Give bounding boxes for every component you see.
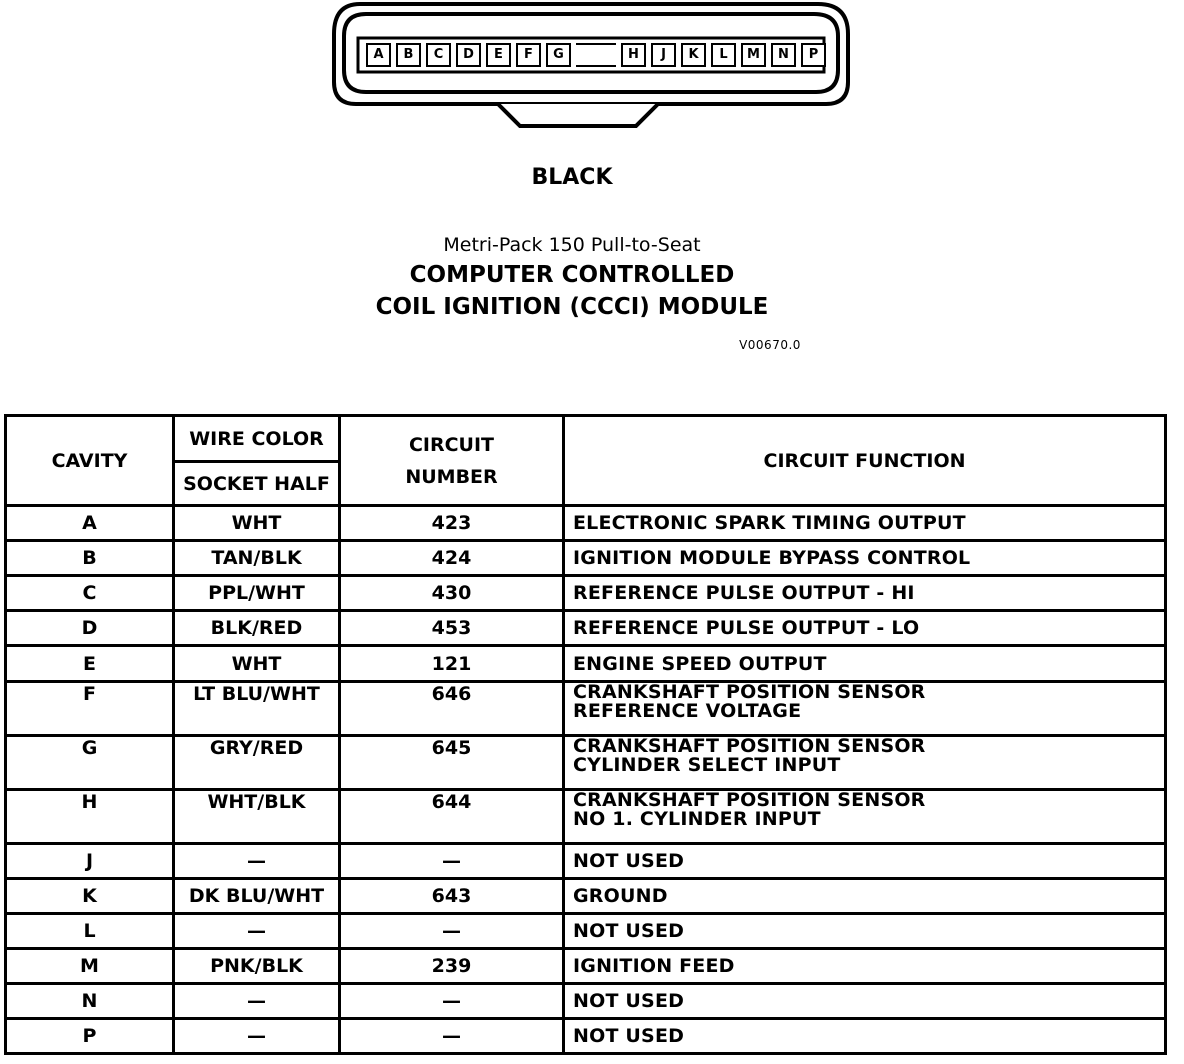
connector-pin-l: L — [711, 43, 736, 67]
table-row — [6, 1019, 1166, 1054]
table-row — [6, 736, 1166, 790]
connector-diagram — [330, 0, 854, 132]
circuit-number-cell: 121 — [340, 646, 564, 682]
circuit-number-cell: 239 — [340, 949, 564, 984]
header-number: NUMBER — [405, 465, 498, 488]
circuit-function-line: IGNITION MODULE BYPASS CONTROL — [573, 547, 971, 569]
circuit-number-cell: 430 — [340, 576, 564, 611]
circuit-function-cell — [564, 984, 1166, 1019]
circuit-function-line: CRANKSHAFT POSITION SENSOR — [573, 681, 926, 703]
circuit-function-line: GROUND — [573, 885, 668, 907]
cavity-cell: B — [6, 541, 174, 576]
connector-pin-e: E — [486, 43, 511, 67]
connector-pin-p: P — [801, 43, 826, 67]
pinout-table — [4, 414, 1167, 1055]
table-row — [6, 790, 1166, 844]
connector-pin-blank — [576, 43, 616, 67]
cavity-cell: N — [6, 984, 174, 1019]
table-row — [6, 576, 1166, 611]
connector-pin-f: F — [516, 43, 541, 67]
connector-pin-c: C — [426, 43, 451, 67]
pinout-table-body — [6, 506, 1166, 1054]
table-row — [6, 949, 1166, 984]
header-wire-color: WIRE COLOR — [174, 416, 340, 462]
table-row — [6, 646, 1166, 682]
circuit-number-cell: 423 — [340, 506, 564, 541]
circuit-function-cell — [564, 790, 1166, 844]
circuit-function-cell — [564, 682, 1166, 736]
circuit-function-line: CYLINDER SELECT INPUT — [573, 754, 841, 776]
wire-color-cell: WHT — [174, 506, 340, 541]
circuit-function-cell — [564, 879, 1166, 914]
circuit-function-line: REFERENCE VOLTAGE — [573, 700, 802, 722]
connector-color-label: BLACK — [531, 165, 613, 190]
circuit-function-line: NOT USED — [573, 990, 685, 1012]
wire-color-cell: TAN/BLK — [174, 541, 340, 576]
circuit-function-line: ELECTRONIC SPARK TIMING OUTPUT — [573, 512, 966, 534]
circuit-function-cell — [564, 914, 1166, 949]
connector-pin-m: M — [741, 43, 766, 67]
reference-code: V00670.0 — [739, 338, 801, 352]
circuit-function-line: REFERENCE PULSE OUTPUT - HI — [573, 582, 915, 604]
connector-type-label: Metri-Pack 150 Pull-to-Seat — [443, 234, 701, 256]
circuit-function-cell — [564, 611, 1166, 646]
circuit-function-line: CRANKSHAFT POSITION SENSOR — [573, 789, 926, 811]
circuit-number-cell: 453 — [340, 611, 564, 646]
circuit-function-cell — [564, 1019, 1166, 1054]
circuit-function-line: NOT USED — [573, 920, 685, 942]
wire-color-cell: DK BLU/WHT — [174, 879, 340, 914]
connector-pin-d: D — [456, 43, 481, 67]
cavity-cell: D — [6, 611, 174, 646]
header-circuit-number — [340, 416, 564, 506]
wire-color-cell: PNK/BLK — [174, 949, 340, 984]
cavity-cell: J — [6, 844, 174, 879]
circuit-function-line: NOT USED — [573, 850, 685, 872]
table-row — [6, 914, 1166, 949]
circuit-number-cell: — — [340, 914, 564, 949]
table-row — [6, 506, 1166, 541]
connector-pin-a: A — [366, 43, 391, 67]
cavity-cell: A — [6, 506, 174, 541]
circuit-function-cell — [564, 506, 1166, 541]
cavity-cell: L — [6, 914, 174, 949]
header-circuit: CIRCUIT — [408, 433, 495, 456]
circuit-function-line: ENGINE SPEED OUTPUT — [573, 652, 827, 675]
wire-color-cell: WHT — [174, 646, 340, 682]
module-title-line1: COMPUTER CONTROLLED — [409, 262, 735, 288]
table-row — [6, 879, 1166, 914]
circuit-function-cell — [564, 576, 1166, 611]
circuit-function-line: CRANKSHAFT POSITION SENSOR — [573, 735, 926, 757]
wire-color-cell: PPL/WHT — [174, 576, 340, 611]
cavity-cell: C — [6, 576, 174, 611]
connector-pin-n: N — [771, 43, 796, 67]
cavity-cell: P — [6, 1019, 174, 1054]
table-row — [6, 611, 1166, 646]
wire-color-cell: — — [174, 844, 340, 879]
circuit-function-cell — [564, 541, 1166, 576]
connector-pin-k: K — [681, 43, 706, 67]
cavity-cell: K — [6, 879, 174, 914]
circuit-function-line: NOT USED — [573, 1025, 685, 1047]
circuit-number-cell: 645 — [340, 736, 564, 790]
connector-pin-j: J — [651, 43, 676, 67]
circuit-function-line: NO 1. CYLINDER INPUT — [573, 808, 821, 830]
circuit-number-cell: 646 — [340, 682, 564, 736]
cavity-cell: E — [6, 646, 174, 682]
circuit-number-cell: — — [340, 1019, 564, 1054]
header-cavity: CAVITY — [6, 416, 174, 506]
circuit-function-cell — [564, 844, 1166, 879]
table-row — [6, 541, 1166, 576]
cavity-cell: F — [6, 682, 174, 736]
circuit-number-cell: — — [340, 844, 564, 879]
connector-pin-b: B — [396, 43, 421, 67]
circuit-function-cell — [564, 736, 1166, 790]
cavity-cell: G — [6, 736, 174, 790]
connector-pin-g: G — [546, 43, 571, 67]
wire-color-cell: GRY/RED — [174, 736, 340, 790]
wire-color-cell: WHT/BLK — [174, 790, 340, 844]
circuit-function-cell — [564, 646, 1166, 682]
table-row — [6, 984, 1166, 1019]
connector-pin-h: H — [621, 43, 646, 67]
table-row — [6, 682, 1166, 736]
circuit-function-line: IGNITION FEED — [573, 955, 735, 977]
circuit-number-cell: 643 — [340, 879, 564, 914]
table-row — [6, 844, 1166, 879]
module-title-line2: COIL IGNITION (CCCI) MODULE — [375, 294, 769, 320]
circuit-function-line: REFERENCE PULSE OUTPUT - LO — [573, 617, 920, 639]
wire-color-cell: LT BLU/WHT — [174, 682, 340, 736]
circuit-function-cell — [564, 949, 1166, 984]
cavity-cell: M — [6, 949, 174, 984]
wire-color-cell: BLK/RED — [174, 611, 340, 646]
header-socket-half: SOCKET HALF — [174, 462, 340, 506]
header-circuit-function: CIRCUIT FUNCTION — [564, 416, 1166, 506]
circuit-number-cell: 644 — [340, 790, 564, 844]
wire-color-cell: — — [174, 984, 340, 1019]
wire-color-cell: — — [174, 1019, 340, 1054]
circuit-number-cell: — — [340, 984, 564, 1019]
wire-color-cell: — — [174, 914, 340, 949]
cavity-cell: H — [6, 790, 174, 844]
circuit-number-cell: 424 — [340, 541, 564, 576]
